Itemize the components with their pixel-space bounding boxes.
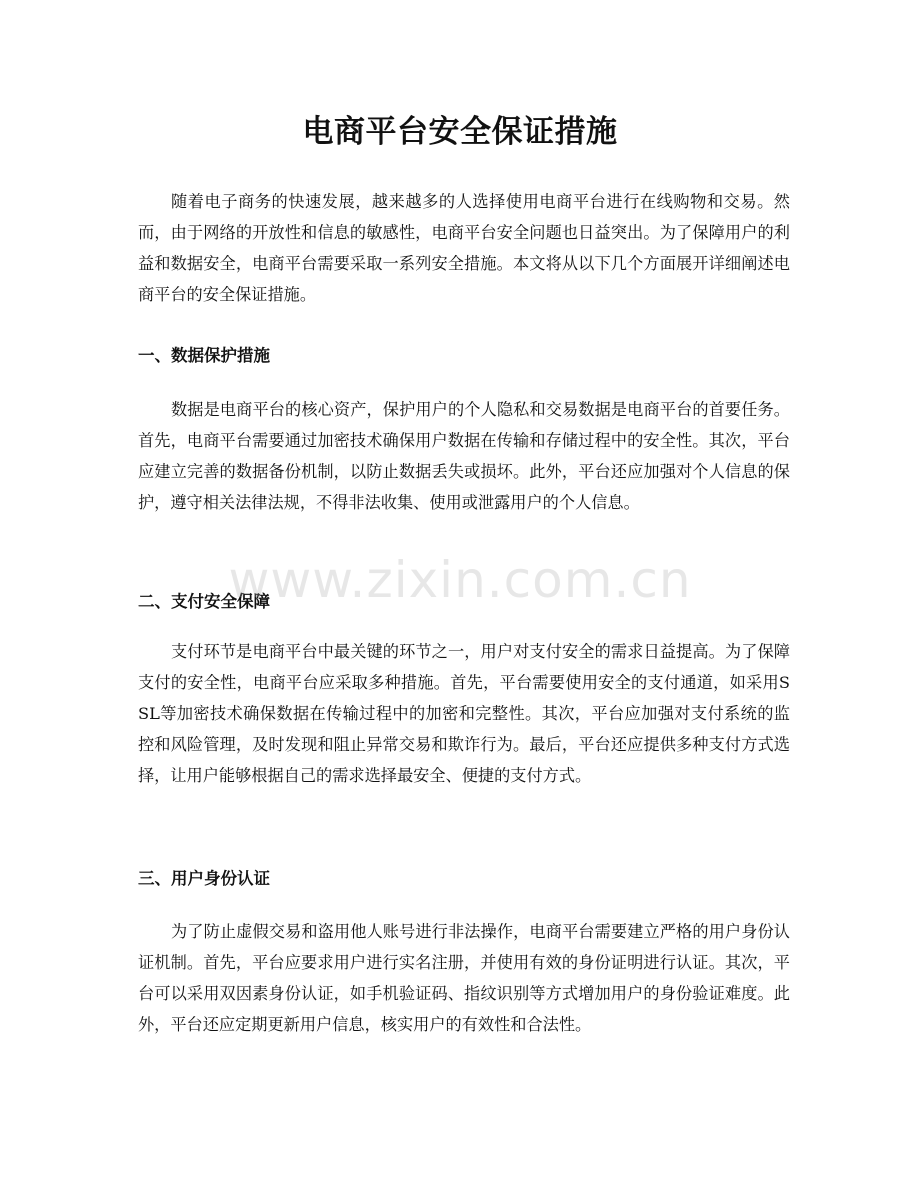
section-heading-identity-auth: 三、用户身份认证 — [138, 869, 270, 888]
section-body-payment-security: 支付环节是电商平台中最关键的环节之一，用户对支付安全的需求日益提高。为了保障支付的安全性，电商平台应采取多种措施。首先，平台需要使用安全的支付通道，如采用SSL等加密技术确保数据在传输过程中的加密和完整性。其次，平台应加强对支付系统的监控和风险管理，及时发现和阻止异常交易和欺诈行为。最后，平台还应提供多种支付方式选择，让用户能够根据自己的需求选择最安全、便捷的支付方式。 — [138, 642, 790, 785]
document-title: 电商平台安全保证措施 — [302, 114, 618, 150]
section-body-identity-auth: 为了防止虚假交易和盗用他人账号进行非法操作，电商平台需要建立严格的用户身份认证机制。首先，平台应要求用户进行实名注册，并使用有效的身份证明进行认证。其次，平台可以采用双因素身份认证，如手机验证码、指纹识别等方式增加用户的身份验证难度。此外，平台还应定期更新用户信息，核实用户的有效性和合法性。 — [138, 922, 790, 1034]
intro-paragraph: 随着电子商务的快速发展，越来越多的人选择使用电商平台进行在线购物和交易。然而，由于网络的开放性和信息的敏感性，电商平台安全问题也日益突出。为了保障用户的利益和数据安全，电商平台需要采取一系列安全措施。本文将从以下几个方面展开详细阐述电商平台的安全保证措施。 — [138, 192, 790, 304]
section-heading-payment-security: 二、支付安全保障 — [138, 592, 270, 611]
section-body-data-protection: 数据是电商平台的核心资产，保护用户的个人隐私和交易数据是电商平台的首要任务。首先，电商平台需要通过加密技术确保用户数据在传输和存储过程中的安全性。其次，平台应建立完善的数据备份机制，以防止数据丢失或损坏。此外，平台还应加强对个人信息的保护，遵守相关法律法规，不得非法收集、使用或泄露用户的个人信息。 — [138, 400, 790, 512]
section-heading-data-protection: 一、数据保护措施 — [138, 346, 270, 365]
watermark: www.zixin.com.cn — [228, 551, 692, 609]
